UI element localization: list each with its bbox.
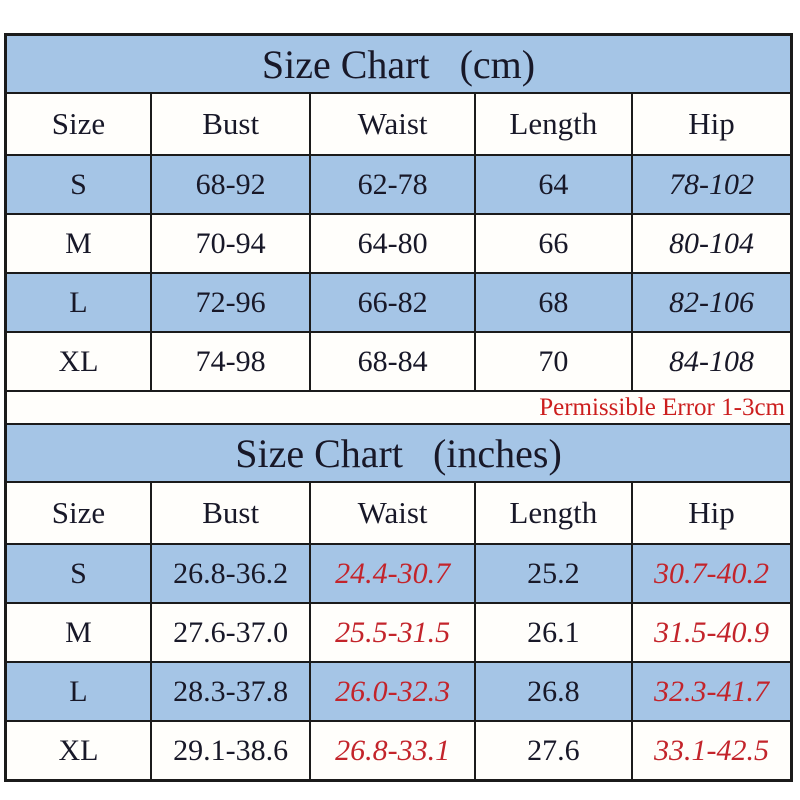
cell-length: 68 [475,273,632,332]
cell-waist: 24.4-30.7 [310,544,474,603]
inches-row-s [6,544,792,603]
cell-bust: 26.8-36.2 [151,544,311,603]
cm-col-header-length: Length [475,93,632,155]
cell-hip: 33.1-42.5 [632,721,792,781]
cell-size: S [6,544,151,603]
cell-waist: 26.8-33.1 [310,721,474,781]
cell-size: M [6,214,151,273]
cell-bust: 68-92 [151,155,311,214]
cm-row-m [6,214,792,273]
inches-col-header-waist: Waist [310,482,474,544]
permissible-error-note: Permissible Error 1-3cm [6,391,792,424]
cell-length: 26.8 [475,662,632,721]
cell-size: L [6,273,151,332]
cell-hip: 78-102 [632,155,792,214]
note-row [6,391,792,424]
cell-waist: 25.5-31.5 [310,603,474,662]
cm-row-l [6,273,792,332]
inches-header-row [6,482,792,544]
inches-table-title: Size Chart (inches) [6,424,792,482]
cell-waist: 66-82 [310,273,474,332]
cell-waist: 62-78 [310,155,474,214]
cm-col-header-hip: Hip [632,93,792,155]
cm-title-row [6,35,792,94]
cell-bust: 28.3-37.8 [151,662,311,721]
cm-col-header-size: Size [6,93,151,155]
inches-row-m [6,603,792,662]
cell-size: XL [6,721,151,781]
cell-waist: 64-80 [310,214,474,273]
cell-hip: 80-104 [632,214,792,273]
inches-col-header-hip: Hip [632,482,792,544]
cell-hip: 84-108 [632,332,792,391]
cell-bust: 70-94 [151,214,311,273]
cm-row-xl [6,332,792,391]
cell-bust: 74-98 [151,332,311,391]
inches-title-row [6,424,792,482]
size-chart-image [4,33,793,782]
inches-row-xl [6,721,792,781]
cell-bust: 72-96 [151,273,311,332]
cm-table-title: Size Chart (cm) [6,35,792,94]
cm-header-row [6,93,792,155]
cell-hip: 30.7-40.2 [632,544,792,603]
inches-col-header-size: Size [6,482,151,544]
inches-col-header-bust: Bust [151,482,311,544]
inches-row-l [6,662,792,721]
cell-length: 26.1 [475,603,632,662]
cell-length: 64 [475,155,632,214]
cell-hip: 82-106 [632,273,792,332]
cell-length: 70 [475,332,632,391]
cell-bust: 27.6-37.0 [151,603,311,662]
cell-size: M [6,603,151,662]
cell-hip: 31.5-40.9 [632,603,792,662]
size-chart-table [4,33,793,782]
cm-row-s [6,155,792,214]
cell-size: XL [6,332,151,391]
inches-col-header-length: Length [475,482,632,544]
cell-waist: 26.0-32.3 [310,662,474,721]
cell-length: 25.2 [475,544,632,603]
cm-col-header-waist: Waist [310,93,474,155]
cell-length: 66 [475,214,632,273]
cm-col-header-bust: Bust [151,93,311,155]
cell-length: 27.6 [475,721,632,781]
cell-size: L [6,662,151,721]
cell-bust: 29.1-38.6 [151,721,311,781]
cell-waist: 68-84 [310,332,474,391]
cell-hip: 32.3-41.7 [632,662,792,721]
cell-size: S [6,155,151,214]
